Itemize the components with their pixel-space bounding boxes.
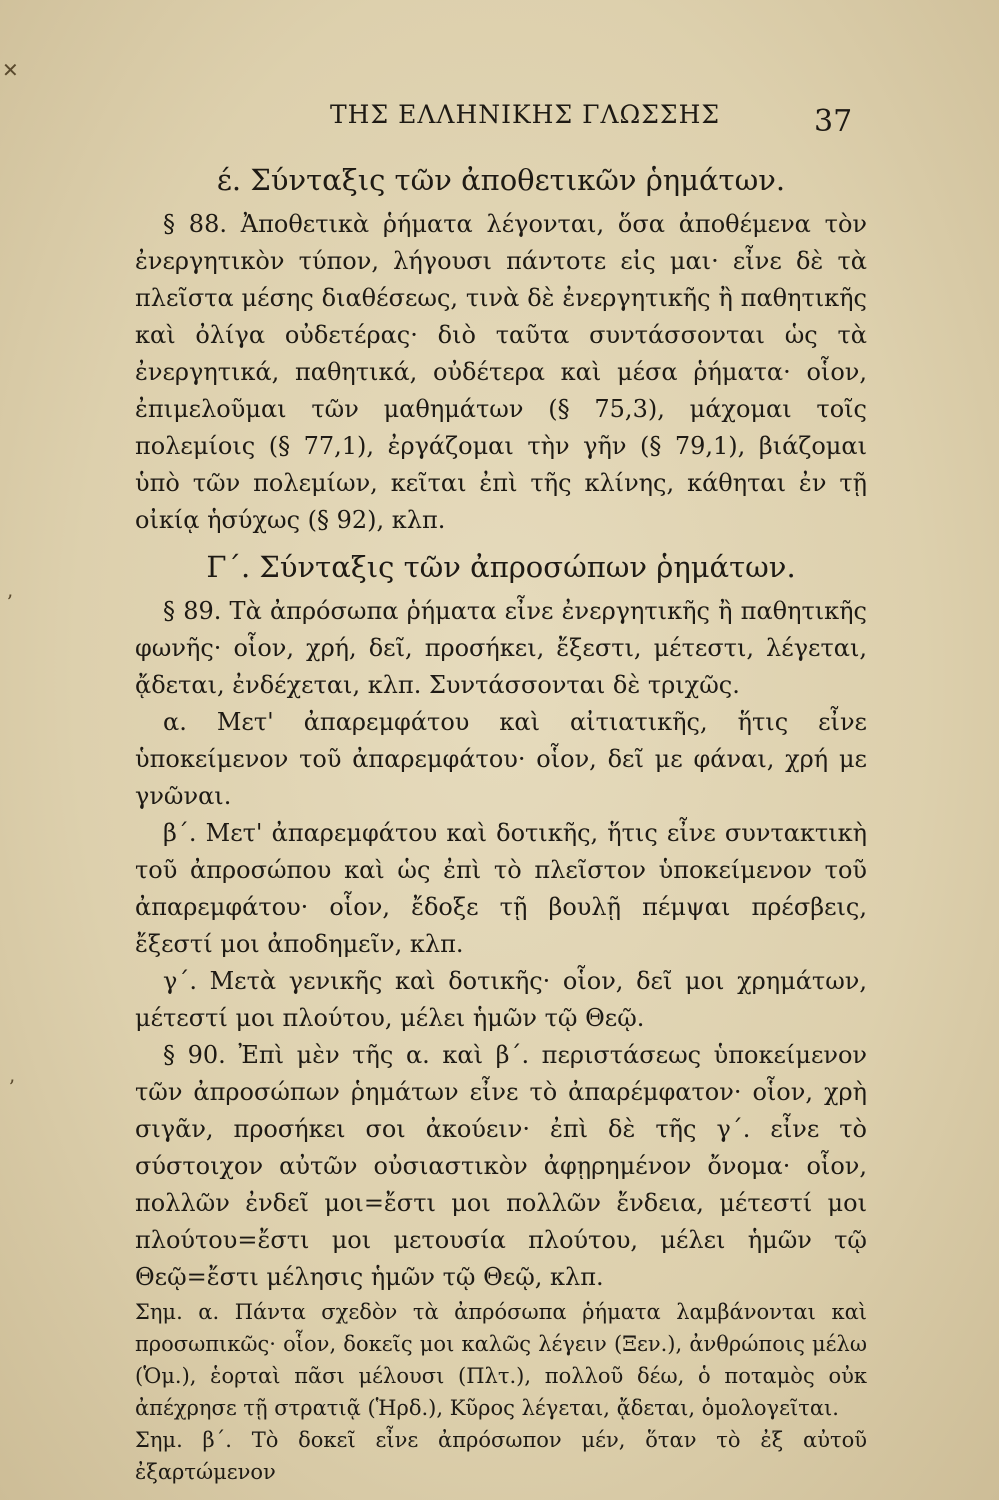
paragraph: γ΄. Μετὰ γενικῆς καὶ δοτικῆς· οἷον, δεῖ μοι χρημάτων, μέτεστί μοι πλούτου, μέλει ἡμῶν τῷ Θεῷ.: [135, 967, 867, 1032]
paragraph: § 90. Ἐπὶ μὲν τῆς α. καὶ β΄. περιστάσεως ὑποκείμενον τῶν ἀπροσώπων ῥημάτων εἶνε τὸ ἀπαρέμφατον· οἷον, χρὴ σιγᾶν, προσήκει σοι ἀκούειν· ἐπὶ δὲ τῆς γ΄. εἶνε τὸ σύστοιχον αὐτῶν οὐσιαστικὸν ἀφῃρημένον ὄνομα· οἷον, πολλῶν ἐνδεῖ μοι=ἔστι μοι πολλῶν ἔνδεια, μέτεστί μοι πλούτου=ἔστι μοι μετουσία πλούτου, μέλει ἡμῶν τῷ Θεῷ=ἔστι μέλησις ἡμῶν τῷ Θεῷ, κλπ.: [135, 1041, 867, 1291]
section-heading: έ. Σύνταξις τῶν ἀποθετικῶν ῥημάτων.: [216, 163, 786, 197]
paragraph: β΄. Μετ' ἀπαρεμφάτου καὶ δοτικῆς, ἥτις εἶνε συντακτικὴ τοῦ ἀπροσώπου καὶ ὡς ἐπὶ τὸ πλεῖστον ὑποκείμενον τοῦ ἀπαρεμφάτου· οἷον, ἔδοξε τῇ βουλῇ πέμψαι πρέσβεις, ἔξεστί μοι ἀποδημεῖν, κλπ.: [135, 819, 867, 958]
margin-speck: ʼ: [6, 590, 13, 614]
paragraph: § 89. Τὰ ἀπρόσωπα ῥήματα εἶνε ἐνεργητικῆς ἢ παθητικῆς φωνῆς· οἷον, χρή, δεῖ, προσήκει, ἔξεστι, μέτεστι, λέγεται, ᾄδεται, ἐνδέχεται, κλπ. Συντάσσονται δὲ τριχῶς.: [135, 597, 867, 699]
running-title: ΤΗΣ ΕΛΛΗΝΙΚΗΣ ΓΛΩΣΣΗΣ: [330, 100, 721, 129]
paragraph: α. Μετ' ἀπαρεμφάτου καὶ αἰτιατικῆς, ἥτις εἶνε ὑποκείμενον τοῦ ἀπαρεμφάτου· οἷον, δεῖ με φάναι, χρή με γνῶναι.: [135, 708, 867, 810]
page-body: [135, 160, 867, 1488]
section-heading: Γ΄. Σύνταξις τῶν ἀπροσώπων ῥημάτων.: [206, 550, 796, 584]
paragraph: § 88. Ἀποθετικὰ ῥήματα λέγονται, ὅσα ἀποθέμενα τὸν ἐνεργητικὸν τύπον, λήγουσι πάντοτε εἰς μαι· εἶνε δὲ τὰ πλεῖστα μέσης διαθέσεως, τινὰ δὲ ἐνεργητικῆς ἢ παθητικῆς καὶ ὀλίγα οὐδετέρας· διὸ ταῦτα συντάσσονται ὡς τὰ ἐνεργητικά, παθητικά, οὐδέτερα καὶ μέσα ῥήματα· οἷον, ἐπιμελοῦμαι τῶν μαθημάτων (§ 75,3), μάχομαι τοῖς πολεμίοις (§ 77,1), ἐργάζομαι τὴν γῆν (§ 79,1), βιάζομαι ὑπὸ τῶν πολεμίων, κεῖται ἐπὶ τῆς κλίνης, κάθηται ἐν τῇ οἰκίᾳ ἡσύχως (§ 92), κλπ.: [135, 210, 867, 534]
margin-speck: ✕: [2, 58, 19, 82]
page-header: [120, 96, 880, 139]
note: Σημ. α. Πάντα σχεδὸν τὰ ἀπρόσωπα ῥήματα λαμβάνονται καὶ προσωπικῶς· οἷον, δοκεῖς μοι καλῶς λέγειν (Ξεν.), ἀνθρώποις μέλω (Ὁμ.), ἑορταὶ πᾶσι μέλουσι (Πλτ.), πολλοῦ δέω, ὁ ποταμὸς οὐκ ἀπέχρησε τῇ στρατιᾷ (Ἡρδ.), Κῦρος λέγεται, ᾄδεται, ὁμολογεῖται.: [135, 1300, 867, 1420]
page-number: 37: [814, 104, 853, 139]
margin-speck: ʼ: [8, 1075, 15, 1099]
note: Σημ. β΄. Τὸ δοκεῖ εἶνε ἀπρόσωπον μέν, ὅταν τὸ ἐξ αὐτοῦ ἐξαρτώμενον: [135, 1428, 867, 1484]
